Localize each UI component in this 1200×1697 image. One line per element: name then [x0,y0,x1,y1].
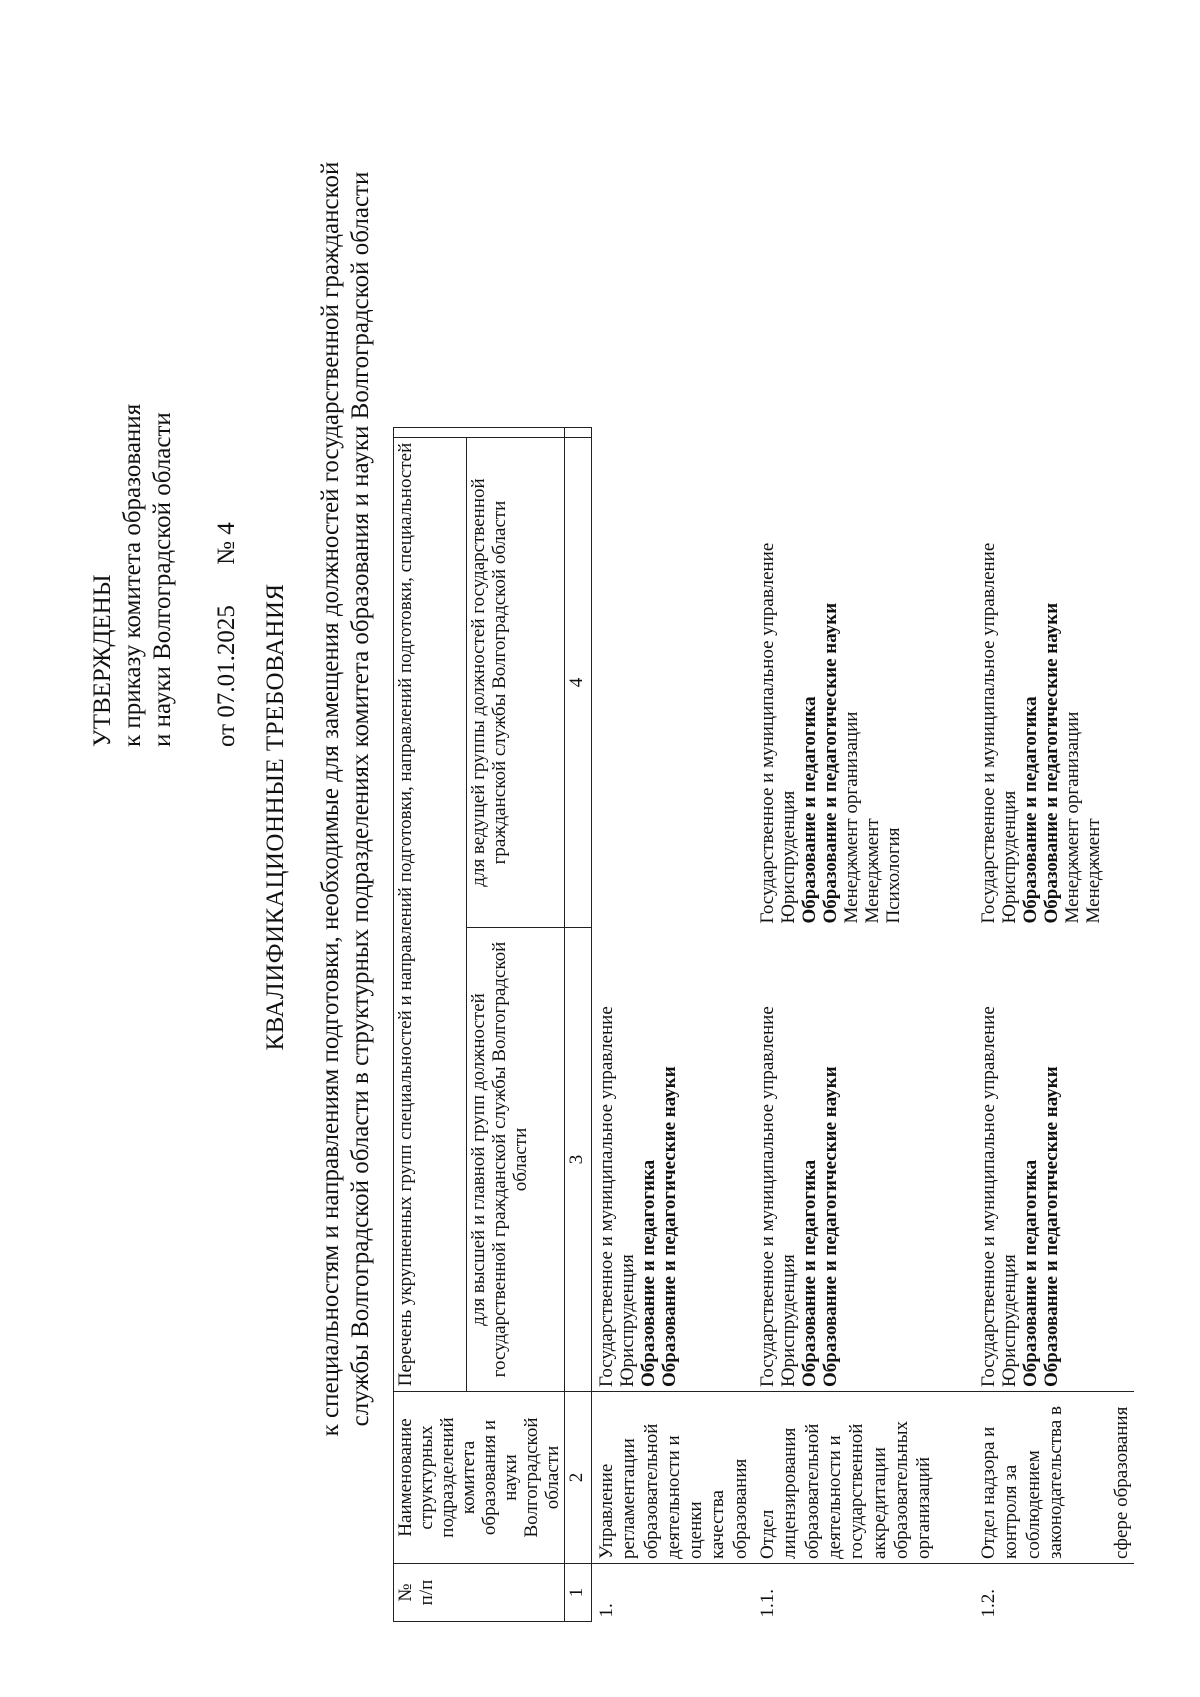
column-number-2: 2 [565,1392,592,1564]
specialty: Образование и педагогические науки [659,1066,680,1387]
requirements-table [393,427,1134,1622]
higher-groups-specialties [974,928,1133,1392]
specialty: Менеджмент организации [1062,711,1084,924]
specialty: Менеджмент [862,818,884,924]
specialty: Юриспруденция [999,1254,1021,1387]
specialty: Государственное и муниципальное управление [978,542,1000,924]
specialty: Государственное и муниципальное управление [757,542,779,924]
specialty: Государственное и муниципальное управление [757,1006,779,1387]
specialty: Психология [883,827,905,924]
subtitle-line-2: службы Волгоградской области в структурных подразделениях комитета образования и науки Волгоградской области [347,171,374,1427]
specialty: Государственное и муниципальное управление [596,1006,617,1387]
specialty: Юриспруденция [617,1254,638,1387]
header-number: № п/п [394,1564,565,1622]
specialty: Образование и педагогика [799,696,821,924]
specialty: Образование и педагогика [1020,696,1042,924]
document-subtitle [316,19,376,1579]
header-edge-cell [394,428,565,438]
specialty: Образование и педагогика [1020,1159,1042,1387]
header-higher-groups: для высшей и главной групп должностей государственной гражданской службы Волгоградской области [467,928,565,1392]
specialty: Менеджмент организации [841,711,863,924]
date-prefix: от [213,723,240,747]
unit-name: Управление регламентации образовательной деятельности и оценки качества образования [592,1392,754,1564]
specialty: Юриспруденция [999,790,1021,924]
specialty: Образование и педагогика [638,1159,659,1387]
specialty: Образование и педагогические науки [1041,1066,1063,1387]
subtitle-line-1: к специальностям и направлениям подготовки, необходимые для замещения должностей государственной гражданской [317,161,344,1437]
approval-stamp [88,404,242,747]
specialty: Образование и педагогика [799,1159,821,1387]
leading-group-specialties [753,438,974,928]
approval-date-line [212,404,242,747]
approval-line-2: к приказу комитета образования [119,403,146,747]
header-unit-name: Наименование структурных подразделений комитета образования и науки Волгоградской области [394,1392,565,1564]
specialty: Образование и педагогические науки [820,1066,842,1387]
higher-groups-specialties [592,928,754,1392]
column-number-edge [565,428,592,438]
column-number-4: 4 [565,438,592,928]
row-number: 1.2. [978,1589,1000,1618]
table-row [974,428,1133,1622]
specialty: Образование и педагогические науки [1041,602,1063,924]
specialty: Государственное и муниципальное управление [978,1006,1000,1387]
header-leading-group: для ведущей группы должностей государственной гражданской службы Волгоградской области [467,438,565,928]
approval-line-3: и науки Волгоградской области [149,412,176,747]
document-title: КВАЛИФИКАЦИОННЫЕ ТРЕБОВАНИЯ [262,583,289,1051]
specialty: Юриспруденция [778,1254,800,1387]
row-number: 1.1. [757,1589,779,1618]
row-number: 1. [596,1603,617,1618]
specialty: Образование и педагогические науки [820,602,842,924]
table-row [753,428,974,1622]
specialty: Юриспруденция [778,790,800,924]
column-number-3: 3 [565,928,592,1392]
header-specialties-list: Перечень укрупненных групп специальностей и направлений подготовки, направлений подготовки, специальностей [394,438,467,1392]
unit-name: Отдел лицензирования образовательной деятельности и государственной аккредитации образовательных организаций [753,1392,974,1564]
specialty: Менеджмент [1083,818,1105,924]
approval-date: 07.01.2025 [213,605,240,718]
column-number-1: 1 [565,1564,592,1622]
unit-name: Отдел надзора и контроля за соблюдением законодательства в сфере образования [974,1392,1133,1564]
approval-line-1: УТВЕРЖДЕНЫ [89,574,116,747]
table-row [592,428,754,1622]
leading-group-specialties [974,438,1133,928]
order-number: № 4 [213,522,240,565]
leading-group-specialties [592,438,754,928]
higher-groups-specialties [753,928,974,1392]
